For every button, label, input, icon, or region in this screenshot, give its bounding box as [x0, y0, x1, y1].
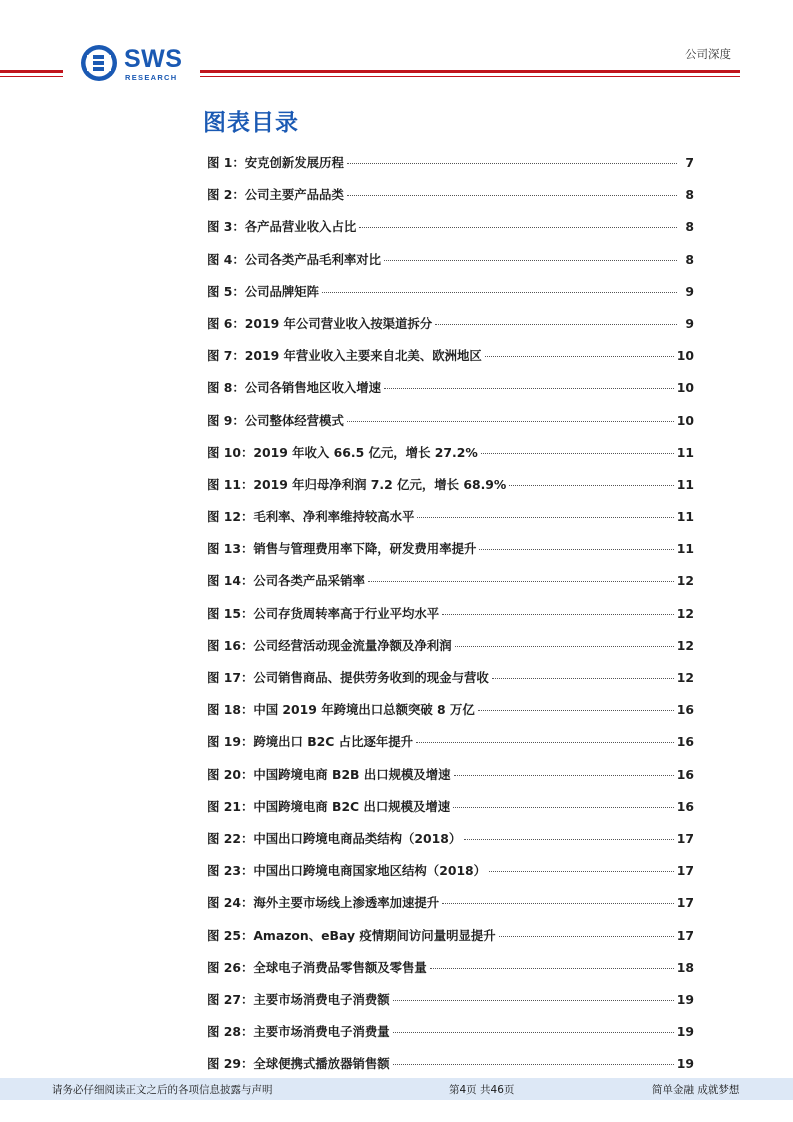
toc-entry-label: 图 26：全球电子消费品零售额及零售量: [207, 959, 427, 975]
toc-entry[interactable]: [207, 926, 694, 958]
header-rule-left-thin: [0, 76, 63, 77]
toc-dot-leader: [322, 292, 677, 293]
toc-dot-leader: [359, 227, 677, 228]
toc-entry[interactable]: [207, 990, 694, 1022]
toc-dot-leader: [393, 1000, 674, 1001]
logo-subtext: RESEARCH: [125, 73, 178, 82]
toc-entry-page: 12: [676, 670, 694, 685]
toc-entry-page: 9: [685, 283, 694, 299]
toc-entry[interactable]: [207, 700, 694, 732]
toc-entry-label: 图 29：全球便携式播放器销售额: [207, 1056, 390, 1072]
sws-logo-icon: [80, 44, 118, 82]
header-rule-left: [0, 70, 63, 73]
toc-entry-label: 图 27：主要市场消费电子消费额: [207, 991, 390, 1007]
toc-entry-page: 17: [676, 927, 694, 943]
toc-entry-label: 图 3：各产品营业收入占比: [207, 219, 357, 235]
toc-entry[interactable]: [207, 732, 694, 764]
toc-entry-label: 图 24：海外主要市场线上渗透率加速提升: [207, 895, 440, 911]
toc-entry-label: 图 16：公司经营活动现金流量净额及净利润: [207, 637, 452, 653]
toc-dot-leader: [489, 871, 674, 872]
toc-entry[interactable]: [207, 1022, 694, 1054]
toc-entry-label: 图 28：主要市场消费电子消费量: [207, 1024, 390, 1040]
toc-entry-page: 11: [676, 444, 694, 460]
toc-entry-label: 图 13：销售与管理费用率下降，研发费用率提升: [207, 541, 477, 557]
toc-entry[interactable]: [207, 668, 694, 700]
toc-entry[interactable]: [207, 346, 694, 378]
toc-dot-leader: [478, 710, 674, 711]
toc-entry[interactable]: [207, 314, 694, 346]
toc-dot-leader: [416, 742, 674, 743]
toc-dot-leader: [393, 1032, 674, 1033]
toc-entry-page: 11: [676, 541, 694, 557]
header-rule-right-thin: [200, 76, 740, 77]
toc-entry-page: 12: [676, 605, 694, 621]
toc-entry-label: 图 19：跨境出口 B2C 占比逐年提升: [207, 734, 414, 750]
toc-entry-page: 12: [676, 637, 694, 653]
toc-dot-leader: [393, 1064, 674, 1065]
toc-entry-label: 图 21：中国跨境电商 B2C 出口规模及增速: [207, 798, 451, 814]
toc-dot-leader: [509, 485, 673, 486]
toc-entry-page: 16: [676, 766, 694, 782]
toc-entry-page: 11: [676, 509, 694, 525]
toc-entry-page: 8: [685, 187, 694, 203]
logo-wordmark: SWS: [124, 45, 183, 73]
toc-entry[interactable]: [207, 153, 694, 185]
toc-entry[interactable]: [207, 829, 694, 861]
toc-dot-leader: [347, 421, 674, 422]
toc-entry[interactable]: [207, 797, 694, 829]
toc-entry-label: 图 9：公司整体经营模式: [207, 412, 344, 428]
toc-entry-page: 19: [676, 1056, 694, 1072]
toc-dot-leader: [454, 775, 674, 776]
toc-entry[interactable]: [207, 765, 694, 797]
toc-entry-page: 18: [676, 959, 694, 975]
toc-entry-label: 图 1：安克创新发展历程: [207, 155, 344, 170]
toc-dot-leader: [464, 839, 673, 840]
toc-entry-label: 图 15：公司存货周转率高于行业平均水平: [207, 605, 440, 621]
toc-entry[interactable]: [207, 636, 694, 668]
figure-toc-list: [207, 153, 694, 1086]
toc-entry[interactable]: [207, 378, 694, 410]
toc-dot-leader: [442, 614, 674, 615]
toc-entry[interactable]: [207, 250, 694, 282]
toc-entry-page: 7: [685, 155, 694, 170]
toc-dot-leader: [481, 453, 674, 454]
toc-entry[interactable]: [207, 861, 694, 893]
toc-entry[interactable]: [207, 604, 694, 636]
toc-entry-page: 11: [676, 476, 694, 492]
toc-entry-page: 9: [685, 315, 694, 331]
toc-entry-label: 图 2：公司主要产品品类: [207, 187, 344, 203]
toc-entry[interactable]: [207, 217, 694, 249]
toc-entry-label: 图 22：中国出口跨境电商品类结构（2018）: [207, 830, 462, 846]
toc-dot-leader: [485, 356, 674, 357]
toc-entry-label: 图 12：毛利率、净利率维持较高水平: [207, 509, 415, 525]
toc-entry-label: 图 17：公司销售商品、提供劳务收到的现金与营收: [207, 670, 489, 685]
toc-entry[interactable]: [207, 507, 694, 539]
toc-entry-page: 17: [676, 830, 694, 846]
toc-dot-leader: [368, 581, 674, 582]
toc-entry-label: 图 18：中国 2019 年跨境出口总额突破 8 万亿: [207, 702, 475, 718]
toc-entry-label: 图 20：中国跨境电商 B2B 出口规模及增速: [207, 766, 451, 782]
toc-entry-label: 图 7：2019 年营业收入主要来自北美、欧洲地区: [207, 348, 482, 364]
footer-band: [0, 1078, 793, 1100]
toc-dot-leader: [430, 968, 674, 969]
toc-entry-page: 17: [676, 895, 694, 911]
toc-entry-label: 图 10：2019 年收入 66.5 亿元，增长 27.2%: [207, 444, 478, 460]
toc-entry[interactable]: [207, 475, 694, 507]
toc-entry-page: 8: [685, 219, 694, 235]
toc-entry-page: 10: [676, 412, 694, 428]
toc-entry-label: 图 6：2019 年公司营业收入按渠道拆分: [207, 315, 433, 331]
toc-entry-label: 图 11：2019 年归母净利润 7.2 亿元，增长 68.9%: [207, 476, 507, 492]
toc-dot-leader: [455, 646, 674, 647]
footer-page-number: 第4页 共46页: [449, 1084, 515, 1096]
report-type-tag: 公司深度: [685, 47, 731, 61]
toc-entry-page: 19: [676, 1024, 694, 1040]
toc-dot-leader: [499, 936, 674, 937]
toc-entry-page: 16: [676, 798, 694, 814]
page-title: 图表目录: [203, 110, 299, 136]
toc-dot-leader: [453, 807, 674, 808]
toc-dot-leader: [479, 549, 673, 550]
toc-dot-leader: [417, 517, 673, 518]
footer-slogan: 简单金融 成就梦想: [652, 1084, 740, 1096]
toc-entry[interactable]: [207, 571, 694, 603]
toc-dot-leader: [384, 260, 677, 261]
header-rule-right: [200, 70, 740, 73]
toc-dot-leader: [347, 195, 677, 196]
toc-entry-page: 16: [676, 734, 694, 750]
toc-dot-leader: [492, 678, 674, 679]
toc-entry[interactable]: [207, 411, 694, 443]
toc-entry-page: 17: [676, 863, 694, 879]
toc-entry-page: 19: [676, 991, 694, 1007]
toc-entry-label: 图 4：公司各类产品毛利率对比: [207, 251, 382, 267]
toc-dot-leader: [442, 903, 674, 904]
toc-entry[interactable]: [207, 443, 694, 475]
toc-entry-page: 12: [676, 573, 694, 589]
toc-entry[interactable]: [207, 893, 694, 925]
toc-entry-label: 图 14：公司各类产品采销率: [207, 573, 365, 589]
toc-entry-label: 图 8：公司各销售地区收入增速: [207, 380, 382, 396]
toc-dot-leader: [384, 388, 674, 389]
toc-dot-leader: [347, 163, 677, 164]
toc-entry-page: 8: [685, 251, 694, 267]
footer-disclaimer: 请务必仔细阅读正文之后的各项信息披露与声明: [52, 1084, 273, 1096]
toc-entry-page: 10: [676, 380, 694, 396]
toc-entry[interactable]: [207, 282, 694, 314]
toc-entry[interactable]: [207, 958, 694, 990]
toc-entry[interactable]: [207, 539, 694, 571]
toc-entry-label: 图 25：Amazon、eBay 疫情期间访问量明显提升: [207, 927, 496, 943]
toc-entry-page: 16: [676, 702, 694, 718]
toc-entry[interactable]: [207, 185, 694, 217]
toc-entry-page: 10: [676, 348, 694, 364]
sws-logo: [80, 44, 190, 84]
toc-dot-leader: [435, 324, 677, 325]
toc-entry-label: 图 5：公司品牌矩阵: [207, 283, 320, 299]
toc-entry-label: 图 23：中国出口跨境电商国家地区结构（2018）: [207, 863, 487, 879]
